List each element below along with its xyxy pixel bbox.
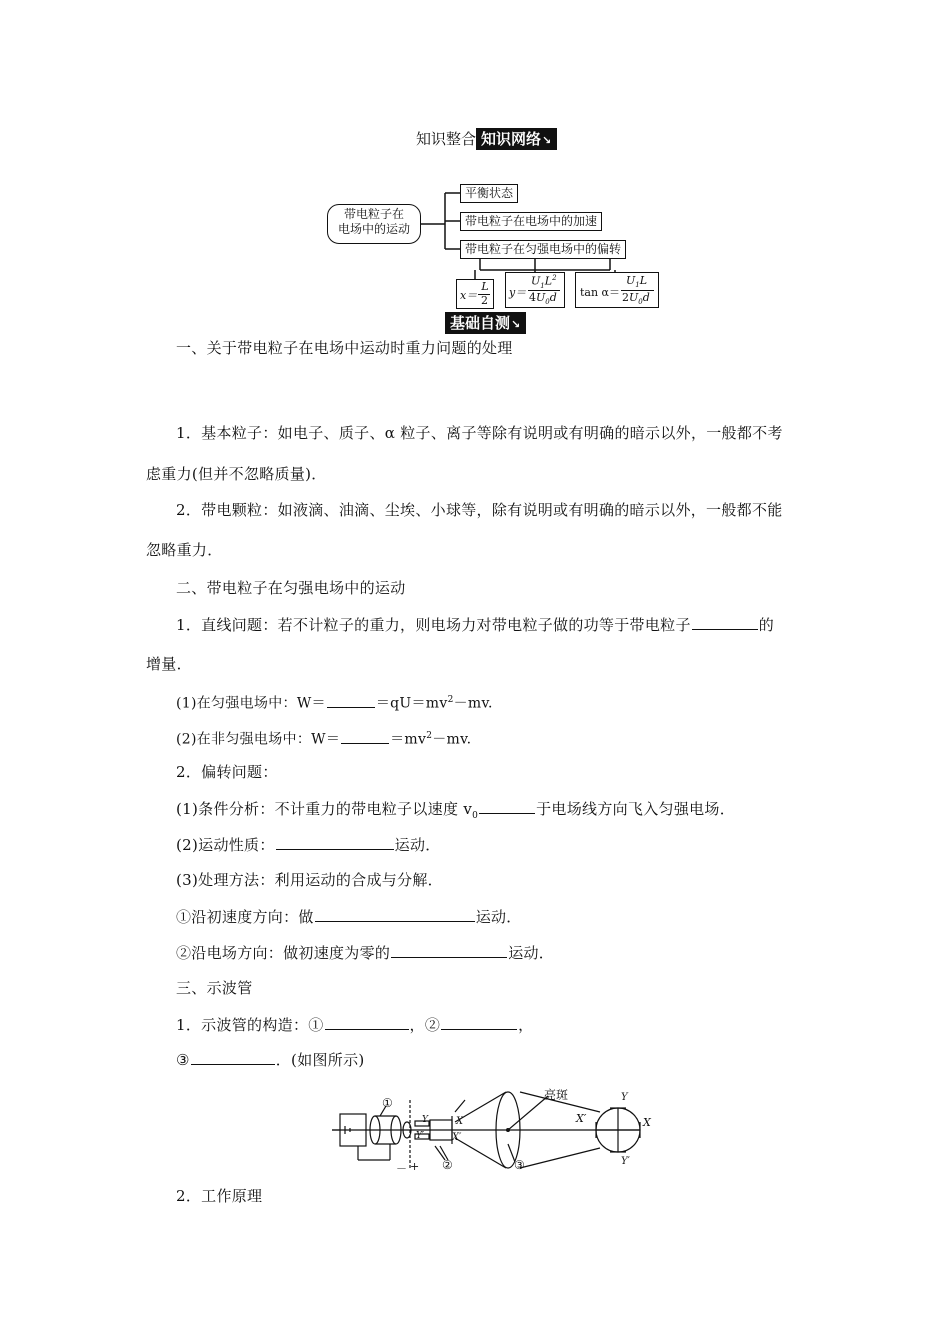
formula-x-num: L (481, 280, 489, 293)
sup-2: 2 (426, 731, 433, 741)
blank-field[interactable] (692, 614, 758, 630)
arrow-icon: ↘ (542, 134, 552, 147)
item2-c: －mv. (432, 731, 472, 748)
label-1: ① (382, 1096, 393, 1110)
s1-p1-line1: 1．基本粒子：如电子、质子、α 粒子、离子等除有说明或有明确的暗示以外，一般都不考 (176, 424, 783, 442)
blank-field[interactable] (191, 1049, 275, 1065)
label-yprime-plate: Y′ (416, 1131, 424, 1141)
p2-i1-b: 于电场线方向飞入匀强电场． (536, 800, 736, 818)
s3-d: ③ (176, 1051, 190, 1069)
label-plus: + (410, 1160, 420, 1173)
s2-p1-item1 (176, 690, 493, 714)
section2-title: 二、带电粒子在匀强电场中的运动 (176, 579, 406, 597)
item2-b: ＝mv (390, 731, 427, 748)
s2-p2-item1 (176, 798, 735, 826)
s2-p1-line1 (176, 614, 774, 635)
s1-p2-line2: 忽略重力． (146, 541, 223, 559)
badge-basic-self-test (445, 312, 526, 334)
formula-x (456, 279, 494, 309)
formula-tan (575, 272, 659, 308)
header-prefix: 知识整合 (416, 130, 477, 148)
section1-title: 一、关于带电粒子在电场中运动时重力问题的处理 (176, 339, 513, 357)
branch-acceleration: 带电粒子在电场中的加速 (460, 212, 602, 231)
s3-p2: 2．工作原理 (176, 1187, 263, 1205)
blank-field[interactable] (325, 1014, 409, 1030)
item1-a: (1)在匀强电场中：W＝ (176, 695, 326, 712)
blank-field[interactable] (341, 728, 389, 744)
label-yprime-screen: Y′ (621, 1156, 630, 1167)
s3-c: ， (518, 1016, 534, 1034)
s3-a: 1．示波管的构造：① (176, 1016, 324, 1034)
p2-i2-a: (2)运动性质： (176, 836, 275, 854)
label-xprime-plate: X′ (452, 1132, 462, 1143)
label-bright-spot: 亮斑 (544, 1088, 569, 1102)
p2-i1-a: (1)条件分析：不计重力的带电粒子以速度 v (176, 800, 473, 818)
formula-tan-lhs: tan α＝ (580, 286, 620, 299)
root-line-1: 带电粒子在 (343, 207, 404, 221)
label-minus: － (396, 1162, 407, 1175)
arrow-icon: ↘ (511, 318, 521, 331)
s1-p1-line2: 虑重力(但并不忽略质量)． (146, 465, 327, 483)
blank-field[interactable] (327, 692, 375, 708)
blank-field[interactable] (315, 906, 475, 922)
label-x-plate: X (456, 1116, 464, 1127)
s2-p1-text: 1．直线问题：若不计粒子的重力，则电场力对带电粒子做的功等于带电粒子 (176, 616, 691, 634)
label-2: ② (442, 1158, 453, 1172)
blank-field[interactable] (276, 834, 394, 850)
s3-p1-line1 (176, 1014, 533, 1035)
label-xprime-screen: X′ (576, 1112, 587, 1125)
network-root (327, 204, 421, 244)
c1-a: ①沿初速度方向：做 (176, 908, 314, 926)
label-y-screen: Y (621, 1092, 628, 1103)
sup-2: 2 (447, 695, 454, 705)
s2-p2-title: 2．偏转问题： (176, 763, 278, 781)
s3-e: ．(如图所示) (275, 1051, 365, 1069)
s3-b: ，② (409, 1016, 441, 1034)
formula-y-num: $U_1L^2$ (531, 274, 557, 290)
branch-deflection: 带电粒子在匀强电场中的偏转 (460, 240, 626, 259)
c2-a: ②沿电场方向：做初速度为零的 (176, 944, 391, 962)
formula-tan-den: $2U_0d$ (622, 291, 650, 307)
badge-knowledge-network: 知识网络↘ (476, 128, 557, 150)
blank-field[interactable] (441, 1014, 517, 1030)
section3-title: 三、示波管 (176, 979, 253, 997)
oscilloscope-figure (330, 1082, 660, 1178)
formula-y (505, 272, 565, 308)
branch-equilibrium: 平衡状态 (460, 184, 518, 203)
s2-p1-item2 (176, 726, 471, 750)
s2-p1-end: 的 (758, 616, 775, 634)
label-3: ③ (514, 1158, 525, 1172)
formula-y-lhs: y＝ (509, 286, 527, 299)
formula-x-den: 2 (481, 294, 488, 307)
v0-sub: 0 (472, 811, 479, 821)
item1-c: －mv. (453, 695, 493, 712)
label-y-plate: Y (422, 1115, 428, 1125)
s2-p2-circle1 (176, 906, 522, 927)
item1-b: ＝qU＝mv (375, 695, 448, 712)
root-line-2: 电场中的运动 (337, 222, 410, 236)
s2-p2-item3: (3)处理方法：利用运动的合成与分解． (176, 871, 443, 889)
s2-p2-circle2 (176, 942, 554, 963)
blank-field[interactable] (391, 942, 507, 958)
c2-b: 运动． (508, 944, 555, 962)
formula-x-lhs: x＝ (460, 289, 478, 302)
s1-p2-line1: 2．带电颗粒：如液滴、油滴、尘埃、小球等，除有说明或有明确的暗示以外，一般都不能 (176, 501, 783, 519)
s3-p1-line2 (176, 1049, 365, 1070)
p2-i2-b: 运动． (394, 836, 441, 854)
badge2-label: 基础自测 (450, 314, 511, 332)
blank-field[interactable] (479, 798, 535, 814)
s2-p1-line2: 增量． (146, 655, 192, 673)
label-x-screen: X (643, 1116, 651, 1129)
formula-y-den: $4U_0d$ (529, 291, 557, 307)
formula-tan-num: $U_1L$ (626, 274, 648, 290)
oscilloscope-diagram (330, 1082, 660, 1178)
c1-b: 运动． (475, 908, 522, 926)
s2-p2-item2 (176, 834, 441, 855)
item2-a: (2)在非匀强电场中：W＝ (176, 731, 341, 748)
